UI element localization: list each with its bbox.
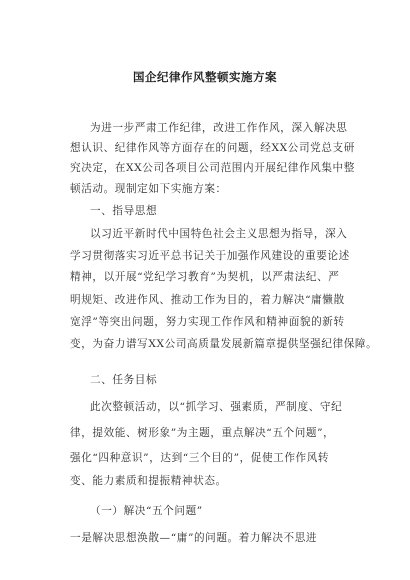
body-line: 律，提效能、树形象”为主题，重点解决“五个问题”， (70, 427, 335, 439)
section-heading: 一、指导思想 (90, 205, 158, 217)
body-line: 明规矩、改进作风、推动工作为目的，着力解决“庸懒散 (70, 294, 345, 306)
body-line: 此次整顿活动，以“抓学习、强素质，严制度、守纪 (90, 401, 343, 413)
subsection-heading: （一）解决“五个问题” (90, 505, 203, 517)
body-line: 强化“四种意识”，达到“三个目的”，促使工作作风转 (70, 452, 330, 464)
body-line: 顿活动。现制定如下实施方案： (70, 183, 227, 195)
body-line: 学习贯彻落实习近平总书记关于加强作风建设的重要论述 (70, 250, 350, 262)
document-title: 国企纪律作风整顿实施方案 (133, 70, 277, 84)
body-line: 为进一步严肃工作纪律，改进工作作风，深入解决思 (90, 122, 348, 134)
body-line: 究决定，在XX公司各项目公司范围内开展纪律作风集中整 (70, 162, 355, 174)
body-line: 想认识、纪律作风等方面存在的问题，经XX公司党总支研 (70, 142, 355, 154)
body-line: 一是解决思想涣散—“庸”的问题。着力解决不思进 (70, 532, 318, 544)
body-line: 变、能力素质和提振精神状态。 (70, 475, 227, 487)
body-line: 以习近平新时代中国特色社会主义思想为指导，深入 (90, 228, 348, 240)
body-line: 变，为奋力谱写XX公司高质量发展新篇章提供坚强纪律保障。 (70, 338, 378, 350)
body-line: 精神，以开展“党纪学习教育”为契机，以严肃法纪、严 (70, 271, 340, 283)
section-heading: 二、任务目标 (90, 374, 158, 386)
body-line: 宽浮”等突出问题，努力实现工作作风和精神面貌的新转 (70, 316, 345, 328)
